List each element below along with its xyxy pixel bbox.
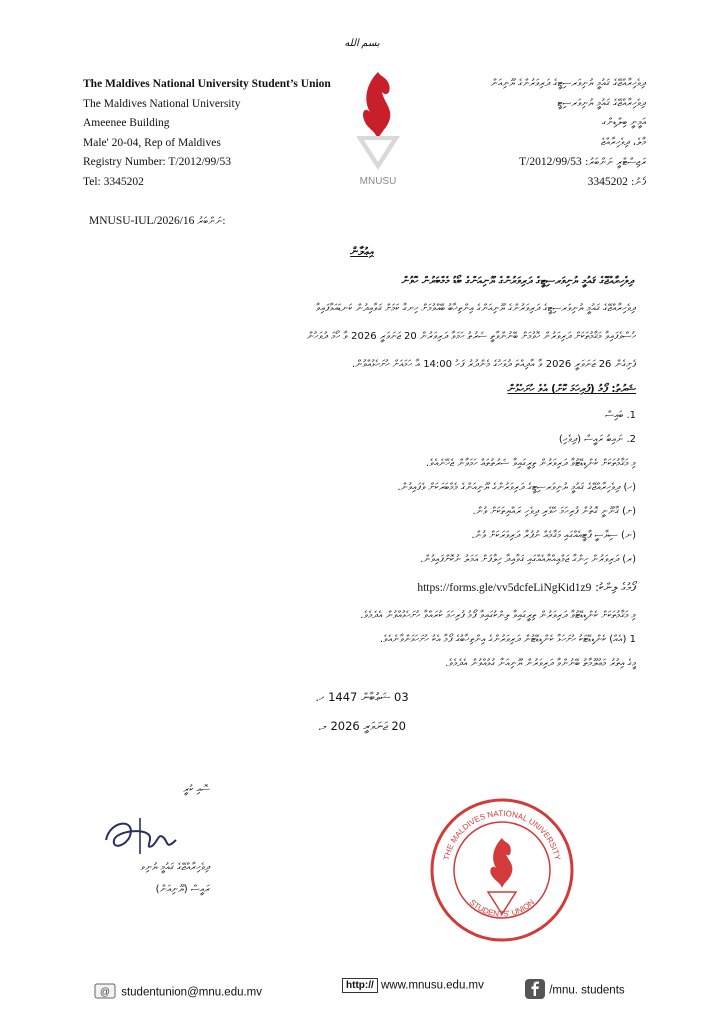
hijri-date <box>262 690 462 705</box>
gregorian-year: 2026 މ. <box>318 719 360 733</box>
body-line-2: ހުސްވެފައިވާ މަޤާމުތަކަށް ދަރިވަރުން ހޮވުމަށް ބޭނުންވާތީ ޝަރުތު ހަމަވާ ދަރިވަރުން 20 ޖަނަވަރީ 2026 ވާ ހޯމަ ދުވަހުން <box>306 331 636 342</box>
tel-dv <box>386 172 646 192</box>
condition-item: (ހ) ދިވެހިރާއްޖޭގެ ޤައުމީ ޔުނިވަރސިޓީގެ ދަރިވަރުންގެ ޔޫނިއަންގެ މެމްބަރަކަށް ވެފައިވުން. <box>397 482 636 493</box>
tel-en: Tel: 3345202 <box>83 175 144 188</box>
address-en: Male' 20-04, Rep of Maldives <box>83 136 221 149</box>
list-item: 2. ނައިބު ރައީސް (ދިވެހި) <box>558 434 636 445</box>
registry-dv-value: T/2012/99/53 <box>519 156 582 169</box>
svg-text:@: @ <box>99 987 111 998</box>
condition-item: (ށ) ޤާނޫނީ ގޮތުން ފުރިހަމަ ހޭވެރި ދިވެހި ރައްޔިތަކަށް ވުން. <box>472 506 636 517</box>
section-heading: ޝަރުތު: ފޯމު (ފުރިހަމަ ކޮށް) އެވެ ހުށަހެޅުން <box>507 383 636 395</box>
reference-number-value: MNUSU-IUL/2026/16 <box>89 215 195 227</box>
form-link-label: ފޯމުގެ ލިންކު: <box>595 580 636 594</box>
gregorian-date <box>262 719 462 734</box>
org-name-dv: ދިވެހިރާއްޖޭގެ ޤައުމީ ޔުނިވަރސިޓީގެ ދަރިވަރުންގެ ޔޫނިއަން <box>490 78 646 89</box>
page-title: އިޢުލާން <box>350 245 374 258</box>
university-dv: ދިވެހިރާއްޖޭގެ ޤައުމީ ޔުނިވަރސިޓީ <box>557 97 646 109</box>
building-dv: އަމީނީ ބިލްޑިންގ <box>601 117 646 129</box>
hijri-year: 1447 ހ. <box>315 690 358 704</box>
bismillah-calligraphy: بسم الله <box>344 38 380 49</box>
signatory-title: ރައީސް (ޔޫނިއަން) <box>155 884 210 895</box>
university-stamp <box>428 796 576 944</box>
list-item: 1. ބައިސް <box>605 410 636 421</box>
header-dhivehi <box>386 74 646 192</box>
reference-number-label: ނަންބަރު: <box>197 216 226 227</box>
hijri-day: 03 <box>394 690 409 704</box>
footer-facebook[interactable] <box>524 978 664 1008</box>
footer-email[interactable] <box>92 978 312 1008</box>
address-dv: މާލެ، ދިވެހިރާއްޖެ <box>600 136 646 148</box>
signature-label: ސޮއި ކުރީ <box>183 784 210 795</box>
tel-dv-label: ފޯނު: <box>631 176 646 188</box>
body-line-3: ފެށިގެން 26 ޖަނަވަރީ 2026 ވާ އާދިއްތަ ދުވަހުގެ މެންދުރު ފަހު 14:00 އާ ހަމައަށް ހުށަހެޅުއްވުން. <box>351 359 636 370</box>
body-line-1: ދިވެހިރާއްޖޭގެ ޤައުމީ ޔުނިވަރސިޓީގެ ދަރިވަރުންގެ ޔޫނިއަންގެ އިންތިޚާބު ބޭއްވުމަށް ހިނގާ ކަމަށް ޤަވާއިދުން ކަނޑައަޅާފައިވާ <box>315 303 636 314</box>
conditions-intro: މި މަޤާމުތަކަށް ކެންޑިޑޭޓުވާ ދަރިވަރުން ތިރީގައިވާ ޝަރުތުތައް ހަމަވާން ޖެހޭނެއެވެ. <box>426 458 636 469</box>
stamp-text-top: THE MALDIVES NATIONAL UNIVERSITY <box>441 808 563 862</box>
form-link-row <box>236 580 636 595</box>
org-name-en: The Maldives National University Student’s Union <box>83 78 331 90</box>
form-link[interactable]: https://forms.gle/vv5dcfeLiNgKid1z9 <box>417 582 592 594</box>
footer-email-text: studentunion@mnu.edu.mv <box>121 986 263 999</box>
signatory-name: ދިވެހިރާއްޖޭގެ ޤައުމީ ޔުނިވ <box>140 862 210 873</box>
reference-number <box>89 215 289 227</box>
gregorian-month: ޖަނަވަރީ <box>363 719 388 733</box>
closing-line: މީގެ އިތުރު މަޢުލޫމާތު ބޭނުންވާ ދަރިވަރުން ޔޫނިއަނާ ގުޅުއްވުން އެދެމެވެ. <box>445 658 636 669</box>
footer-facebook-text: /mnu. students <box>549 984 625 997</box>
footer-website-text: www.mnusu.edu.mv <box>380 979 484 992</box>
header-english <box>83 74 363 192</box>
subject-line: ދިވެހިރާއްޖޭގެ ޤައުމީ ޔުނިވަރސިޓީގެ ދަރިވަރުންގެ ޔޫނިއަންގެ ބޯޑު މެމްބަރުން ހޮވުން <box>401 275 634 287</box>
registry-en: Registry Number: T/2012/99/53 <box>83 156 232 169</box>
signature-block <box>90 784 210 795</box>
registry-dv-label: ރަޖިސްޓްރީ ނަންބަރު: <box>584 157 646 169</box>
closing-line: 1 (އެއް) ކެންޑިޑޭޓަކު ހުށަހަޅާ ކެންޑިޑޭޓުން ދަރިވަރުންގެ އިންތިޚާބުގެ ފޯމާ އެކު ހުށަހަޅަންވާނެއެވެ. <box>379 634 636 645</box>
logo-text: MNUSU <box>359 176 397 187</box>
http-badge: http:// <box>342 978 378 993</box>
hijri-month: ޝަޢުބާން <box>361 690 391 704</box>
signature-mark <box>96 810 186 860</box>
registry-dv <box>386 152 646 172</box>
svg-text:STUDENTS' UNION <box>468 898 536 919</box>
condition-item: (ނ) ސިޔާސީ ޕާޓީއެއްގައި މަޤާމެއް ނުފުރާ ދަރިވަރަކަށް ވުން. <box>471 530 636 541</box>
condition-item: (ރ) ދަރިވަރުން ހިންގާ ޖަމްޢިއްޔާއެއްގައި ޤަވާއިދާ ޚިލާފަށް އަމަލު ނުކޮށްފައިވުން. <box>420 554 636 565</box>
tel-dv-value: 3345202 <box>587 175 628 188</box>
form-note-line: މި މަޤާމުތަކަށް ކެންޑިޑޭޓުވާ ދަރިވަރުން ތިރީގައިވާ ލިންކުގައިވާ ފޯމު ފުރިހަމަ ކުރައްވާ ހުށަހެޅުއްވުން އެދެމެވެ. <box>360 610 636 621</box>
university-en: The Maldives National University <box>83 97 241 110</box>
footer-website[interactable] <box>342 978 512 1008</box>
gregorian-day: 20 <box>391 719 406 733</box>
stamp-text-bottom: STUDENTS' UNION <box>467 897 537 919</box>
building-en: Ameenee Building <box>83 117 170 130</box>
facebook-icon <box>524 978 546 1003</box>
email-icon <box>92 978 118 1007</box>
